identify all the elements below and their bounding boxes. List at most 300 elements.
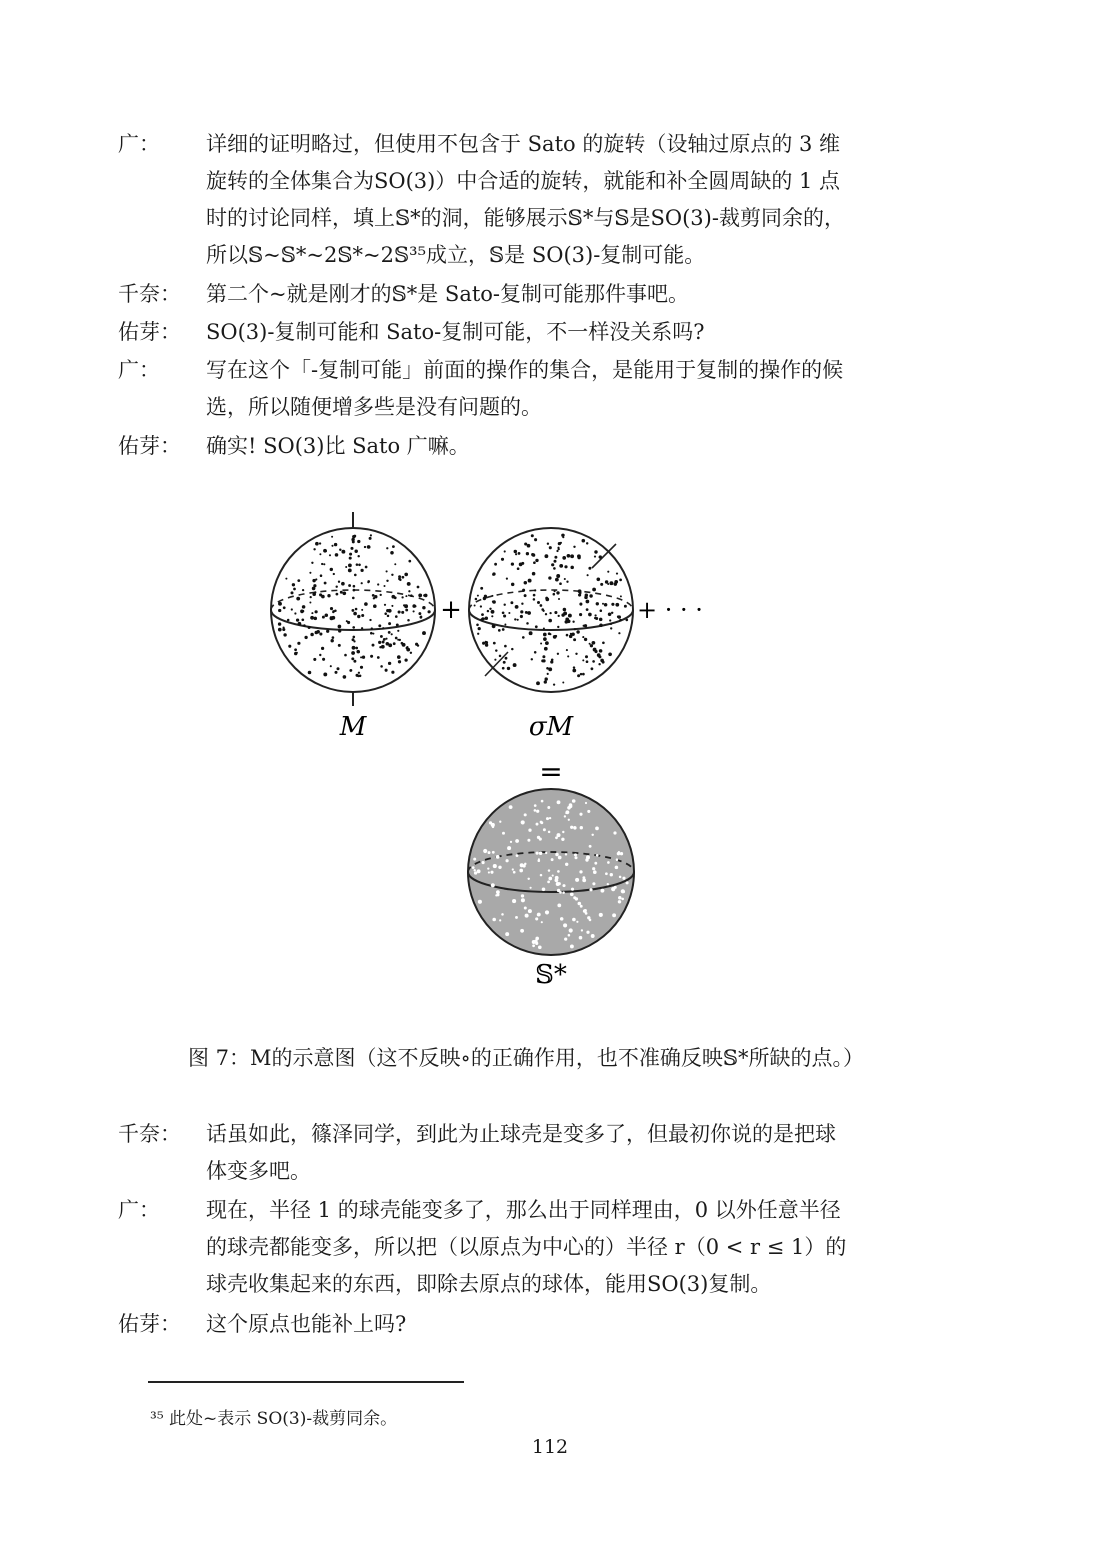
speckle-dot bbox=[360, 569, 363, 572]
speckle-dot bbox=[360, 656, 362, 658]
speckle-dot bbox=[370, 655, 373, 658]
speckle-dot bbox=[370, 632, 373, 635]
speckle-dot bbox=[344, 654, 347, 657]
speckle-dot bbox=[554, 590, 556, 592]
speckle-dot bbox=[493, 864, 497, 868]
speckle-dot bbox=[320, 574, 323, 577]
speckle-dot bbox=[309, 572, 311, 574]
speckle-dot bbox=[507, 667, 510, 670]
speckle-dot bbox=[349, 669, 351, 671]
speckle-dot bbox=[330, 665, 332, 667]
speckle-dot bbox=[483, 849, 487, 853]
speckle-dot bbox=[502, 628, 505, 631]
speckle-dot bbox=[548, 831, 551, 834]
speckle-dot bbox=[343, 675, 347, 679]
speckle-dot bbox=[357, 615, 360, 618]
speckle-dot bbox=[543, 637, 547, 641]
speckle-dot bbox=[519, 869, 523, 873]
speckle-dot bbox=[367, 545, 371, 549]
speckle-dot bbox=[354, 550, 357, 553]
speckle-dot bbox=[334, 671, 337, 674]
speckle-dot bbox=[326, 630, 329, 633]
speckle-dot bbox=[562, 831, 564, 833]
speckle-dot bbox=[287, 619, 290, 622]
speckle-dot bbox=[481, 613, 484, 616]
speckle-dot bbox=[578, 593, 581, 596]
speckle-dot bbox=[358, 563, 361, 566]
speckle-dot bbox=[511, 648, 513, 650]
speckle-dot bbox=[408, 560, 411, 563]
speckle-dot bbox=[543, 627, 545, 629]
speckle-dot bbox=[329, 554, 331, 556]
speckle-dot bbox=[388, 662, 391, 665]
speckle-dot bbox=[584, 596, 588, 600]
speckle-dot bbox=[591, 667, 594, 670]
speckle-dot bbox=[556, 550, 558, 552]
speckle-dot bbox=[399, 579, 401, 581]
speckle-dot bbox=[520, 615, 523, 618]
speckle-dot bbox=[557, 800, 561, 804]
speckle-dot bbox=[502, 832, 505, 835]
speckle-dot bbox=[589, 919, 592, 922]
speckle-dot bbox=[315, 578, 317, 580]
speckle-dot bbox=[524, 594, 527, 597]
speckle-dot bbox=[506, 859, 509, 862]
speckle-dot bbox=[489, 608, 491, 610]
speckle-dot bbox=[613, 831, 616, 834]
speckle-dot bbox=[473, 869, 475, 871]
speckle-dot bbox=[405, 595, 407, 597]
speckle-dot bbox=[404, 658, 407, 661]
speckle-dot bbox=[414, 605, 416, 607]
speckle-dot bbox=[351, 651, 355, 655]
speckle-dot bbox=[535, 625, 538, 628]
speckle-dot bbox=[577, 674, 580, 677]
speckle-dot bbox=[380, 665, 383, 668]
speckle-dot bbox=[351, 609, 354, 612]
speckle-dot bbox=[491, 595, 493, 597]
speckle-dot bbox=[492, 624, 496, 628]
speckle-dot bbox=[406, 648, 410, 652]
speckle-dot bbox=[319, 632, 322, 635]
speckle-dot bbox=[349, 553, 352, 556]
speckle-dot bbox=[278, 628, 282, 632]
speckle-dot bbox=[555, 578, 559, 582]
speckle-dot bbox=[331, 536, 333, 538]
speaker: 广： bbox=[118, 358, 160, 382]
speckle-dot bbox=[553, 635, 557, 639]
speckle-dot bbox=[352, 646, 356, 650]
speckle-dot bbox=[536, 823, 539, 826]
speckle-dot bbox=[394, 563, 396, 565]
speckle-dot bbox=[398, 660, 401, 663]
speckle-dot bbox=[573, 546, 575, 548]
dialogue-line: 时的讨论同样，填上𝕊*的洞，能够展示𝕊*与𝕊是SO(3)-裁剪同余的， bbox=[206, 206, 845, 230]
dialogue-line: SO(3)-复制可能和 Sato-复制可能，不一样没关系吗? bbox=[206, 320, 705, 344]
speckle-dot bbox=[510, 601, 513, 604]
speckle-dot bbox=[528, 579, 532, 583]
speckle-dot bbox=[555, 853, 559, 857]
speckle-dot bbox=[310, 596, 312, 598]
footnote-rule bbox=[148, 1381, 464, 1383]
speckle-dot bbox=[536, 852, 539, 855]
speckle-dot bbox=[556, 882, 560, 886]
speckle-dot bbox=[388, 622, 391, 625]
speckle-dot bbox=[610, 623, 612, 625]
speaker: 千奈： bbox=[118, 282, 181, 306]
speckle-dot bbox=[477, 633, 479, 635]
speckle-dot bbox=[332, 636, 335, 639]
speckle-dot bbox=[303, 624, 305, 626]
speckle-dot bbox=[290, 591, 293, 594]
speckle-dot bbox=[589, 594, 592, 597]
speckle-dot bbox=[548, 632, 551, 635]
speckle-dot bbox=[330, 568, 333, 571]
speckle-dot bbox=[487, 867, 489, 869]
speckle-dot bbox=[585, 802, 587, 804]
speckle-dot bbox=[527, 544, 531, 548]
speckle-dot bbox=[338, 581, 340, 583]
speckle-dot bbox=[575, 878, 579, 882]
speckle-dot bbox=[592, 588, 596, 592]
speckle-dot bbox=[335, 553, 339, 557]
speckle-dot bbox=[417, 586, 420, 589]
speckle-dot bbox=[365, 566, 368, 569]
speckle-dot bbox=[506, 578, 508, 580]
speckle-dot bbox=[602, 603, 604, 605]
speckle-dot bbox=[331, 616, 335, 620]
speckle-dot bbox=[488, 871, 490, 873]
speckle-dot bbox=[602, 641, 605, 644]
speckle-dot bbox=[478, 627, 481, 630]
speckle-dot bbox=[387, 615, 390, 618]
speckle-dot bbox=[340, 591, 343, 594]
speckle-dot bbox=[569, 635, 573, 639]
speckle-dot bbox=[364, 602, 368, 606]
speckle-dot bbox=[521, 820, 525, 824]
speckle-dot bbox=[377, 656, 380, 659]
speckle-dot bbox=[293, 588, 296, 591]
speckle-dot bbox=[548, 619, 552, 623]
speckle-dot bbox=[534, 809, 537, 812]
speckle-dot bbox=[348, 564, 352, 568]
speckle-dot bbox=[553, 683, 555, 685]
speckle-dot bbox=[402, 576, 405, 579]
speckle-dot bbox=[522, 636, 525, 639]
speckle-dot bbox=[576, 630, 579, 633]
speckle-dot bbox=[353, 660, 356, 663]
speckle-dot bbox=[407, 619, 410, 622]
speckle-dot bbox=[391, 574, 393, 576]
speckle-dot bbox=[314, 617, 318, 621]
speckle-dot bbox=[598, 655, 601, 658]
speckle-dot bbox=[608, 652, 612, 656]
speaker: 广： bbox=[118, 1198, 160, 1222]
speckle-dot bbox=[573, 666, 575, 668]
speckle-dot bbox=[596, 577, 600, 581]
dialogue-line: 球壳收集起来的东西，即除去原点的球体，能用SO(3)复制。 bbox=[206, 1272, 772, 1296]
speckle-dot bbox=[516, 854, 519, 857]
speckle-dot bbox=[353, 589, 356, 592]
speckle-dot bbox=[532, 940, 536, 944]
speckle-dot bbox=[490, 871, 493, 874]
speckle-dot bbox=[537, 836, 540, 839]
speckle-dot bbox=[513, 871, 516, 874]
speckle-dot bbox=[557, 547, 559, 549]
dialogue-line: 话虽如此，篠泽同学，到此为止球壳是变多了，但最初你说的是把球 bbox=[206, 1122, 836, 1146]
speckle-dot bbox=[525, 914, 529, 918]
speckle-dot bbox=[557, 904, 561, 908]
speckle-dot bbox=[579, 603, 582, 606]
speckle-dot bbox=[499, 655, 502, 658]
speckle-dot bbox=[292, 583, 295, 586]
speckle-dot bbox=[384, 604, 386, 606]
speckle-dot bbox=[278, 622, 281, 625]
speckle-dot bbox=[545, 910, 549, 914]
plus-ellipsis: + · · · bbox=[637, 596, 703, 624]
speckle-dot bbox=[604, 603, 608, 607]
speckle-dot bbox=[333, 573, 335, 575]
speckle-dot bbox=[310, 633, 314, 637]
speckle-dot bbox=[386, 570, 388, 572]
speckle-dot bbox=[533, 598, 536, 601]
speckle-dot bbox=[404, 604, 408, 608]
speckle-dot bbox=[595, 617, 598, 620]
speckle-dot bbox=[524, 863, 526, 865]
speckle-dot bbox=[562, 536, 564, 538]
speckle-dot bbox=[514, 550, 517, 553]
speckle-dot bbox=[599, 913, 603, 917]
speckle-dot bbox=[322, 658, 325, 661]
speckle-dot bbox=[483, 597, 486, 600]
speckle-dot bbox=[361, 627, 363, 629]
sphere-sigma-m bbox=[469, 528, 633, 692]
speckle-dot bbox=[361, 609, 363, 611]
speckle-dot bbox=[342, 591, 346, 595]
speckle-dot bbox=[575, 653, 577, 655]
speckle-dot bbox=[546, 817, 549, 820]
speckle-dot bbox=[474, 871, 477, 874]
speckle-dot bbox=[566, 634, 569, 637]
speckle-dot bbox=[385, 638, 387, 640]
speckle-dot bbox=[418, 612, 421, 615]
speckle-dot bbox=[599, 649, 603, 653]
speckle-dot bbox=[296, 618, 299, 621]
speckle-dot bbox=[325, 614, 329, 618]
dialogue-line: 现在，半径 1 的球壳能变多了，那么出于同样理由，0 以外任意半径 bbox=[206, 1198, 841, 1222]
speckle-dot bbox=[534, 804, 537, 807]
speckle-dot bbox=[586, 600, 590, 604]
speckle-dot bbox=[353, 612, 357, 616]
speckle-dot bbox=[570, 944, 574, 948]
speckle-dot bbox=[608, 613, 612, 617]
dialogue-line: 详细的证明略过，但使用不包含于 Sato 的旋转（设轴过原点的 3 维 bbox=[206, 132, 841, 156]
speckle-dot bbox=[537, 601, 540, 604]
speckle-dot bbox=[615, 603, 619, 607]
speckle-dot bbox=[557, 833, 561, 837]
speckle-dot bbox=[504, 645, 507, 648]
speckle-dot bbox=[579, 813, 582, 816]
speckle-dot bbox=[336, 586, 338, 588]
speckle-dot bbox=[480, 587, 483, 590]
speckle-dot bbox=[336, 593, 339, 596]
speckle-dot bbox=[372, 633, 374, 635]
speckle-dot bbox=[517, 619, 519, 621]
speckle-dot bbox=[535, 917, 538, 920]
speckle-dot bbox=[324, 582, 327, 585]
speckle-dot bbox=[532, 572, 536, 576]
speckle-dot bbox=[311, 612, 313, 614]
speckle-dot bbox=[315, 542, 319, 546]
speckle-dot bbox=[551, 659, 554, 662]
speckle-dot bbox=[561, 838, 564, 841]
speckle-dot bbox=[522, 589, 525, 592]
speckle-dot bbox=[565, 853, 567, 855]
speckle-dot bbox=[357, 651, 360, 654]
dialogue-line: 第二个~就是刚才的𝕊*是 Sato-复制可能那件事吧。 bbox=[206, 282, 690, 306]
speckle-dot bbox=[388, 631, 391, 634]
speckle-dot bbox=[482, 642, 485, 645]
speckle-dot bbox=[310, 616, 314, 620]
speckle-dot bbox=[565, 863, 568, 866]
speckle-dot bbox=[499, 919, 501, 921]
speckle-dot bbox=[545, 613, 547, 615]
speckle-dot bbox=[609, 619, 611, 621]
speckle-dot bbox=[607, 861, 610, 864]
speckle-dot bbox=[524, 813, 527, 816]
speckle-dot bbox=[492, 918, 496, 922]
speckle-dot bbox=[545, 852, 547, 854]
speckle-dot bbox=[482, 861, 485, 864]
speckle-dot bbox=[372, 644, 375, 647]
speckle-dot bbox=[520, 863, 524, 867]
speckle-dot bbox=[580, 673, 583, 676]
speckle-dot bbox=[331, 639, 334, 642]
speckle-dot bbox=[384, 585, 386, 587]
speckle-dot bbox=[373, 604, 377, 608]
speckle-dot bbox=[385, 669, 388, 672]
speckle-dot bbox=[601, 889, 604, 892]
speckle-dot bbox=[480, 605, 482, 607]
speckle-dot bbox=[591, 934, 595, 938]
speckle-dot bbox=[391, 671, 394, 674]
speckle-dot bbox=[585, 655, 588, 658]
speckle-dot bbox=[547, 806, 550, 809]
speckle-dot bbox=[482, 618, 485, 621]
page-number: 112 bbox=[531, 1436, 569, 1458]
speckle-dot bbox=[564, 578, 566, 580]
speckle-dot bbox=[513, 663, 517, 667]
dialogue-line: 旋转的全体集合为SO(3)）中合适的旋转，就能和补全圆周缺的 1 点 bbox=[206, 169, 841, 193]
speckle-dot bbox=[352, 535, 355, 538]
speckle-dot bbox=[520, 929, 524, 933]
speckle-dot bbox=[391, 633, 393, 635]
speckle-dot bbox=[619, 876, 622, 879]
speckle-dot bbox=[520, 610, 523, 613]
speckle-dot bbox=[563, 923, 567, 927]
speckle-dot bbox=[383, 638, 386, 641]
speckle-dot bbox=[572, 621, 574, 623]
speckle-dot bbox=[301, 618, 304, 621]
speckle-dot bbox=[540, 874, 543, 877]
sphere-s-star bbox=[468, 789, 634, 955]
label-m: M bbox=[339, 712, 367, 742]
speckle-dot bbox=[574, 628, 576, 630]
speckle-dot bbox=[388, 609, 392, 613]
speckle-dot bbox=[330, 607, 333, 610]
speckle-dot bbox=[562, 884, 565, 887]
speckle-dot bbox=[291, 608, 293, 610]
speckle-dot bbox=[353, 636, 356, 639]
speckle-dot bbox=[521, 603, 523, 605]
speckle-dot bbox=[369, 619, 371, 621]
speckle-dot bbox=[531, 553, 534, 556]
speckle-dot bbox=[422, 606, 425, 609]
speckle-dot bbox=[596, 854, 599, 857]
speckle-dot bbox=[579, 870, 582, 873]
speckle-dot bbox=[599, 624, 603, 628]
speckle-dot bbox=[625, 619, 628, 622]
speckle-dot bbox=[587, 574, 589, 576]
speckle-dot bbox=[531, 534, 534, 537]
speckle-dot bbox=[390, 551, 394, 555]
speckle-dot bbox=[618, 896, 622, 900]
speckle-dot bbox=[594, 614, 596, 616]
speckle-dot bbox=[505, 657, 508, 660]
speckle-dot bbox=[556, 591, 559, 594]
speckle-dot bbox=[557, 653, 559, 655]
dialogue-line: 的球壳都能变多，所以把（以原点为中心的）半径 r（0 < r ≤ 1）的 bbox=[206, 1235, 847, 1259]
speckle-dot bbox=[494, 659, 496, 661]
speckle-dot bbox=[566, 649, 568, 651]
speckle-dot bbox=[524, 581, 527, 584]
speckle-dot bbox=[524, 542, 527, 545]
speckle-dot bbox=[557, 889, 560, 892]
speckle-dot bbox=[492, 826, 495, 829]
speckle-dot bbox=[319, 553, 321, 555]
speckle-dot bbox=[595, 827, 599, 831]
speckle-dot bbox=[536, 681, 540, 685]
speckle-dot bbox=[327, 594, 330, 597]
speckle-dot bbox=[588, 567, 591, 570]
speckle-dot bbox=[478, 900, 482, 904]
speckle-dot bbox=[626, 881, 629, 884]
speckle-dot bbox=[605, 872, 608, 875]
speckle-dot bbox=[294, 612, 296, 614]
speckle-dot bbox=[379, 646, 381, 648]
speckle-dot bbox=[491, 615, 493, 617]
speckle-dot bbox=[382, 641, 385, 644]
figure-caption: 图 7：M的示意图（这不反映∘的正确作用，也不准确反映𝕊*所缺的点。） bbox=[188, 1046, 864, 1070]
speckle-dot bbox=[534, 589, 536, 591]
speckle-dot bbox=[527, 839, 530, 842]
speckle-dot bbox=[562, 891, 565, 894]
speckle-dot bbox=[515, 605, 519, 609]
speckle-dot bbox=[548, 667, 552, 671]
speckle-dot bbox=[397, 630, 399, 632]
speckle-dot bbox=[499, 821, 501, 823]
speckle-dot bbox=[357, 555, 359, 557]
speckle-dot bbox=[547, 543, 549, 545]
speckle-dot bbox=[371, 627, 373, 629]
speckle-dot bbox=[609, 581, 613, 585]
speckle-dot bbox=[517, 567, 520, 570]
speckle-dot bbox=[356, 563, 359, 566]
speckle-dot bbox=[548, 877, 552, 881]
speckle-dot bbox=[586, 660, 589, 663]
speckle-dot bbox=[355, 647, 358, 650]
speckle-dot bbox=[558, 856, 562, 860]
